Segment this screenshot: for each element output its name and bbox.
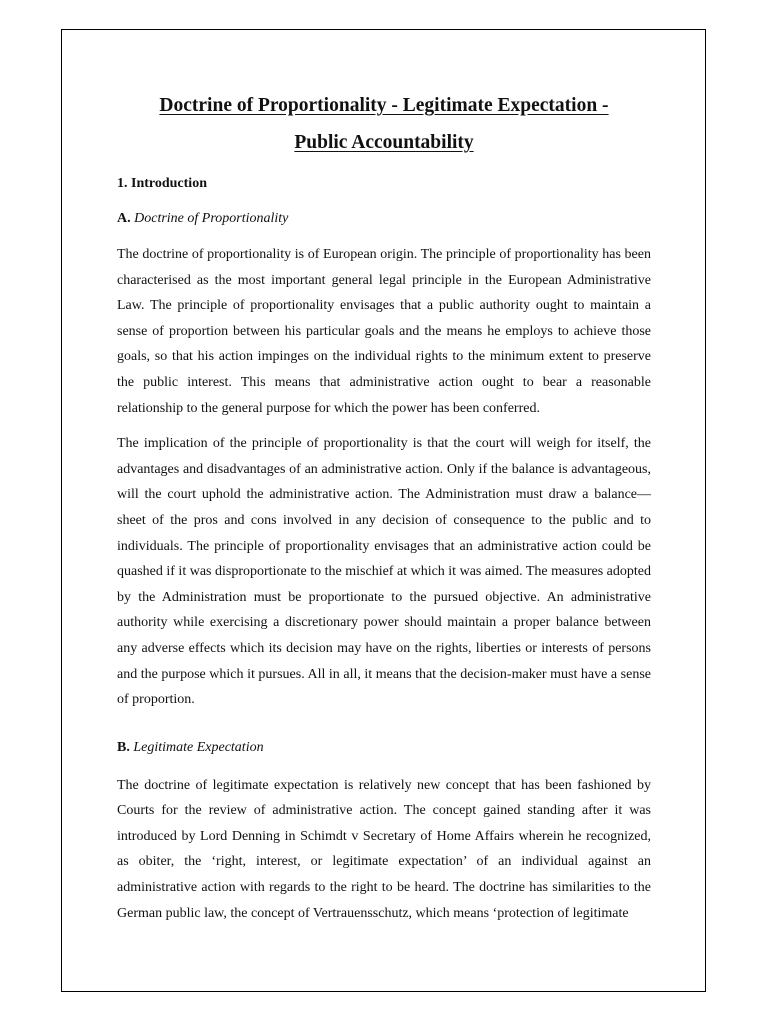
subsection-b-letter: B. — [117, 739, 130, 755]
subsection-heading-a — [117, 209, 651, 229]
title-line-2: Public Accountability — [294, 132, 474, 153]
document-title — [117, 87, 651, 161]
paragraph-proportionality-implication: The implication of the principle of proportionality is that the court will weigh for itself, the advantages and disadvantages of an administrative action. Only if the balance is advantageous, will the court uphold the administrative action. The Administration must draw a balance—sheet of the pros and cons involved in any decision of consequence to the public and to individuals. The principle of proportionality envisages that an administrative action could be quashed if it was disproportionate to the mischief at which it was aimed. The measures adopted by the Administration must be proportionate to the pursued objective. An administrative authority while exercising a discretionary power should maintain a proper balance between any adverse effects which its decision may have on the rights, liberties or interests of persons and the purpose which it pursues. All in all, it means that the decision-maker must have a sense of proportion. — [117, 436, 651, 708]
document-page — [61, 29, 706, 992]
paragraph-proportionality-origin: The doctrine of proportionality is of European origin. The principle of proportionality has been characterised as the most important general legal principle in the European Administrative Law. The principle of proportionality envisages that a public authority ought to maintain a sense of proportion between his particular goals and the means he employs to achieve those goals, so that his action impinges on the individual rights to the minimum extent to preserve the public interest. This means that administrative action ought to bear a reasonable relationship to the general purpose for which the power has been conferred. — [117, 247, 651, 416]
document-body — [117, 87, 651, 926]
subsection-a-letter: A. — [117, 211, 131, 226]
title-line-1: Doctrine of Proportionality - Legitimate Expectation - — [159, 95, 609, 116]
subsection-b-label: Legitimate Expectation — [133, 739, 264, 755]
subsection-a-label: Doctrine of Proportionality — [134, 211, 289, 226]
subsection-heading-b — [117, 738, 651, 758]
paragraph-legitimate-expectation: The doctrine of legitimate expectation is relatively new concept that has been fashioned by Courts for the review of administrative action. The concept gained standing after it was introduced by Lord Denning in Schimdt v Secretary of Home Affairs wherein he recognized, as obiter, the ‘right, interest, or legitimate expectation’ of an individual against an administrative action with regards to the right to be heard. The doctrine has similarities to the German public law, the concept of Vertrauensschutz, which means ‘protection of legitimate — [117, 777, 651, 921]
section-heading-introduction: 1. Introduction — [117, 176, 207, 191]
